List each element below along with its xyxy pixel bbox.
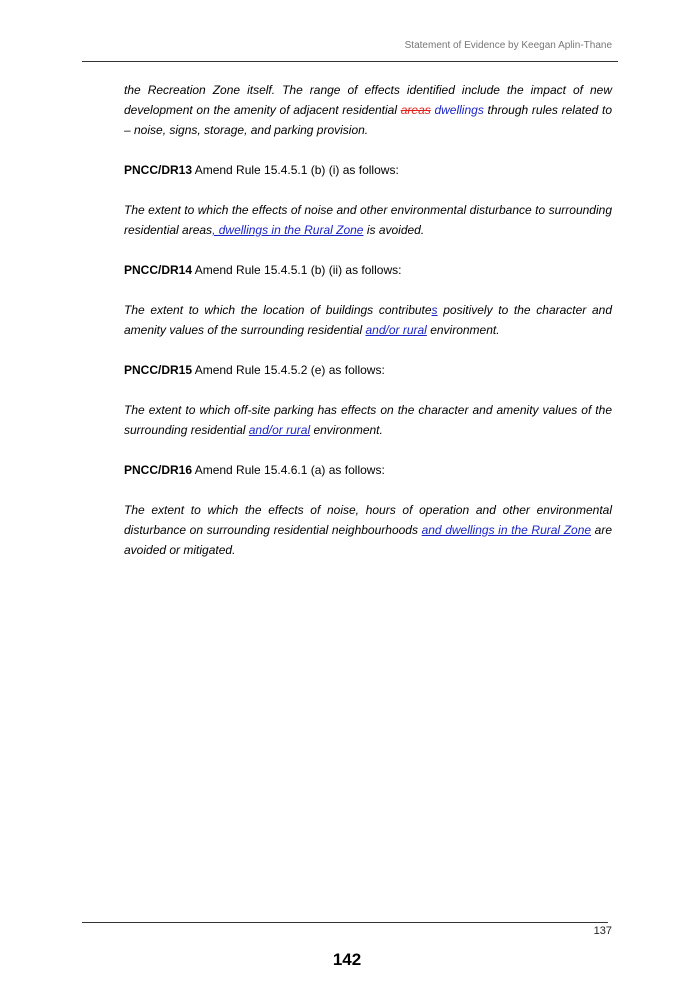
amendment-description: Amend Rule 15.4.5.1 (b) (i) as follows: [192,163,399,177]
rule-text: The extent to which the effects of noise and other environmental disturbance to surrounding residential areas [124,203,612,237]
amended-rule-text-dr16 [124,500,612,560]
amendment-code: PNCC/DR15 [124,363,193,377]
inserted-text: , dwellings in the Rural Zone [212,223,364,237]
inserted-text: and/or rural [248,423,311,437]
rule-text: The extent to which off-site parking has effects on the character and amenity values of the surrounding residential [124,403,612,437]
page-number: 137 [593,925,612,937]
amended-rule-text-dr14 [124,300,612,340]
inserted-text: dwellings [434,103,484,117]
amendment-heading-dr15 [124,360,612,380]
running-header: Statement of Evidence by Keegan Aplin-Thane [404,40,612,51]
amendment-description: Amend Rule 15.4.6.1 (a) as follows: [192,463,385,477]
rule-text-end: is avoided. [363,223,425,237]
amendment-code: PNCC/DR14 [124,263,193,277]
inserted-text: and/or rural [365,323,427,337]
rule-text: The extent to which the location of buildings contribute [124,303,432,317]
amendment-heading-dr16 [124,460,612,480]
amended-rule-text-dr15 [124,400,612,440]
intro-text: the Recreation Zone itself. The range of effects identified include the impact of new development on the amenity of adjacent residential [124,83,612,117]
footer-rule [82,922,608,923]
inserted-text: s [431,303,438,317]
amendment-description: Amend Rule 15.4.5.2 (e) as follows: [192,363,385,377]
inserted-text: and dwellings in the Rural Zone [421,523,592,537]
intro-paragraph [124,80,612,140]
rule-text-end: are avoided or mitigated. [124,523,612,557]
deleted-text: areas [400,103,431,117]
rule-text-middle: positively to the character and amenity values of the surrounding residential [124,303,612,337]
header-rule [82,61,618,62]
amended-rule-text-dr13 [124,200,612,240]
rule-text: The extent to which the effects of noise, hours of operation and other environmental disturbance on surrounding residential neighbourhoods [124,503,612,537]
amendment-code: PNCC/DR13 [124,163,193,177]
bundle-page-number: 142 [332,950,362,969]
amendment-heading-dr13 [124,160,612,180]
amendment-heading-dr14 [124,260,612,280]
amendment-code: PNCC/DR16 [124,463,193,477]
document-body [124,80,612,580]
rule-text-end: environment. [310,423,383,437]
intro-text-end: through rules related to – noise, signs, storage, and parking provision. [124,103,613,137]
amendment-description: Amend Rule 15.4.5.1 (b) (ii) as follows: [192,263,402,277]
rule-text-end: environment. [426,323,500,337]
